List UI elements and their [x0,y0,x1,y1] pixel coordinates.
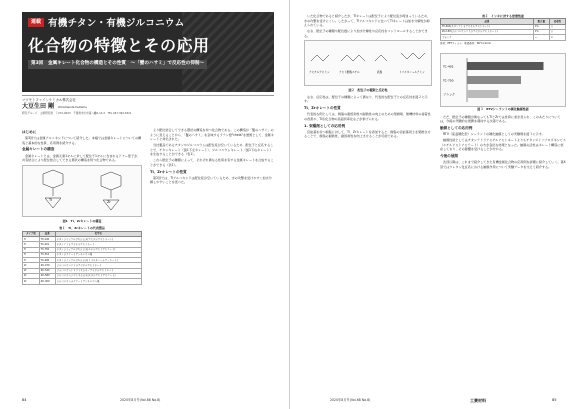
table-row [441,35,566,40]
table-cell: ZC-300 [39,279,55,284]
table-cell: Ti [23,237,40,242]
table-cell: ○ [549,30,565,35]
footer-date-left: 2020年8月号(Vol.68 No.8) [120,398,161,403]
table-cell: TC-100 [39,237,55,242]
table-2-caption: 表２ インキに対する密着性能 [481,14,524,18]
footer-date-right: 2020年8月号(Vol.68 No.8) [330,398,371,403]
author-reading: Omameuda tsutomu [58,104,87,109]
sub-heading: 1. 架橋剤としての応用例 [304,123,346,128]
table-cell: チタンテトラアセチルアセトネート [55,242,141,247]
table-cell: Ti [23,242,40,247]
body-paragraph: 第2回では、Tiアルコキシドは配位座が空いているため、水の攻撃を受けやすく加水分解しやすいことを述べた。 [150,175,272,185]
article-title-line2: 化合物の特徴とその応用 [28,36,210,55]
table-cell: チタンジイソプロポキシビス(アセチルアセトネート) [55,237,141,242]
table-header: 化学名 [55,231,141,236]
table-header: 密着性 [549,19,565,24]
table-cell: Ti [23,258,40,263]
table-cell: チタンジイソプロポキシビス(トリエタノールアミネート) [55,258,141,263]
author-company: マツモトファインケミカル株式会社 [22,98,76,102]
page-number-left: 84 [22,397,27,402]
body-paragraph: より配位結合してできる環状の構造を持つ化合物である。この構造が「蟹のハサミ」のように見えることから、「蟹のハサミ」を意味するラテン語"chela"を語源として、金属キレートと命名された。 [150,128,274,142]
right-column-1 [304,14,432,386]
table-cell: Zr [23,274,40,279]
figure-2-caption: 図２ 配位子の種類と反応性 [348,88,388,93]
table-cell: TC-400 [39,258,55,263]
rtv-catalyst-chart [441,54,565,106]
article-title-line1: 有機チタン・有機ジルコニウム [48,18,185,29]
table-cell: ZC-540 [39,268,55,273]
ligand-diagram [305,41,431,85]
chart-bar-label: TC-401 [443,64,454,69]
intro-paragraph: 第3回では金属アルコキシドについて紹介した。本稿では金属キレートについての構造と基本的な性質、応用例を紹介する。 [22,136,142,145]
table-cell: Zr [23,268,40,273]
author-block [22,95,274,125]
table-cell: Ti [23,247,40,252]
intro-heading: はじめに [22,130,37,134]
body-paragraph: 官能基を持つ樹脂に対して、Ti、Zrキレートを添加すると、樹脂の官能基同士を架橋させることで、樹脂の耐熱性、耐溶剤性を向上させることが可能である。 [304,129,431,139]
right-column-2 [440,14,566,386]
chart-bar [467,76,521,84]
body-paragraph: 次回以降は、これまで紹介してきた有機金属化合物の応用例を詳細に紹介していく。第4回ではウレタン化反応における触媒作用について実験データを交えて紹介する。 [440,160,566,169]
section-heading: 触媒としての応用例 [440,125,473,130]
section-heading: Ti、Zrキレートの性質 [150,169,187,174]
journal-name: 工業材料 [470,398,486,404]
table-header: 品番 [39,231,55,236]
author-address: 研究グループ 主幹研究員 〒272-0023 千葉県市川市南八幡5-13-2 TEL 047-393-6321 [22,111,132,115]
table-cell: TC-401 [39,242,55,247]
figure-3-caption: 図３ RTVシーラントの硬化触媒性能 [477,107,529,112]
chelate-structure-diagram [23,166,141,216]
table-cell: ジルコニウムトリブトキシモノアセチルアセトネート [55,268,141,273]
ligand-label: アセチルアセトン [309,71,330,75]
figure-1 [22,165,142,217]
body-paragraph: 代表的な例としては、樹脂の耐溶剤性や耐熱性の向上のための架橋剤、無機材料の接着性の改善や、Ti系化合物の高屈折率化などが挙げられる。 [304,112,431,121]
article-subtitle: 第3回 金属キレート化合物の構造とその性質 ～「蟹のハサミ」で反応性の抑制～ [28,60,207,69]
body-paragraph: なお、反応性は、配位子の種類によって異なり、代表的な配位子との反応性を図２に示す。 [304,94,428,104]
table-cell: TC-750 [39,247,55,252]
chart-bar-label: TC-750 [443,78,454,83]
table-header: タイプ別 [23,231,40,236]
body-paragraph: いた化合物であると紹介したが、Tiキレートは配位子により配位座が埋まっているため、水の攻撃を受けにくい。したがって、Tiアルコキシドに比べてTiキレートは加水分解性が抑えられている。 [304,14,431,28]
chart-bar [467,62,544,70]
section-heading: 金属キレートの構造 [22,147,55,152]
body-paragraph: 当社製品であるチタンやジルコニウムは配位座が空いているため、配位子と反応することで、チタンキレート（図1下左キレート）、ジルコニウムキレート（図1下右キレート）を生成することができる（表1）。 [150,143,274,157]
table-cell: ブランク [441,35,534,40]
table-cell: ジルコニウムテトラアセチルアセトネート [55,263,141,268]
svg-text:Zr: Zr [107,199,111,204]
table-cell: TC-310 [39,252,55,257]
table-cell: TC-401(チタンテトラアセチルアセトネート) [441,24,534,29]
body-paragraph: これら配位子の種類によって、それぞれ異なる性質を有する金属キレートを合成することができる（表1）。 [150,158,274,167]
figure-2 [304,40,432,86]
right-page [290,0,580,409]
section-paragraph: 金属キレートとは、金属元素1モルに対して配位子1モルに含まれるドナー原子が、共有結合により配位結合してできる環状の構造を特つ化合物である。 [22,153,141,163]
figure-1-caption: 図1 Ti、Zrキレートの構造 [62,218,102,223]
section-heading: Ti、Zrキレートの性質 [304,106,341,111]
table-row [23,279,142,284]
left-column-1 [22,128,142,383]
chart-bar [467,90,499,98]
table-header: 配合量 [533,19,549,24]
table-cell: 1% [533,30,549,35]
body-paragraph: なお、配位子の種類や配位数により加水分解性や反応性をコントロールすることができる。 [304,29,428,38]
figure-3 [440,53,566,107]
table-2-note: 基材：PETフィルム 乾燥条件：80℃×1min [440,41,492,45]
table-1 [22,231,142,285]
table-cell: × [549,35,565,40]
body-paragraph: 触媒性能としてはチタンテトラアセチルアセトネートよりもチタンジイソプロポキシビス（エチルアセトアセテート）の方が良好な結果となった。触媒の活性はキレート構造に依存しており、その影響を受けることが分かる。 [440,137,566,152]
table-2 [440,18,566,40]
table-cell: チタンジイソプロポキシビス(エチルアセトアセテート) [55,247,141,252]
table-cell: ジルコニウムジブトキシビス(エチルアセトアセテート) [55,274,141,279]
left-column-2 [150,128,274,383]
table-header: 品番 [441,19,534,24]
table-1-caption: 表１ Ti、Zrキレートの代表製品 [59,226,105,231]
ligand-label: 乳酸 [377,71,383,75]
table-cell: 1% [533,24,549,29]
table-cell: ZC-580 [39,274,55,279]
table-cell: Zr [23,279,40,284]
table-cell: Ti [23,252,40,257]
ligand-label: トリエタノールアミン [399,71,425,75]
table-cell: ○ [549,24,565,29]
table-cell: ジルコニウムラクテートアンモニウム塩 [55,279,141,284]
body-paragraph: RTV（室温硬化型）シーラントの硬化触媒としての実験例を図３に示す。 [443,132,545,137]
table-cell: Zr [23,263,40,268]
table-cell: チタンラクテートアンモニウム塩 [55,252,141,257]
ligand-label: アセト酢酸エチル [339,71,360,75]
table-cell: ZC-150(ジルコニウムテトラアセチルアセトネート) [441,30,534,35]
page-number-right: 85 [552,397,557,402]
sub-heading: 今後の展開 [440,153,458,158]
body-paragraph: ただ、配位子の種類が異なってもTiとZrでは性質に差が見られ、このあたりについては、今後の実験的な展開を期待する次第である。 [440,114,561,124]
table-cell: — [533,35,549,40]
serial-badge: 連載 [28,18,44,27]
article-banner [22,12,274,92]
author-name: 大豆生田 剛 [22,102,55,110]
svg-text:Ti: Ti [49,197,53,202]
chart-bar-label: ブランク [443,92,455,97]
table-cell: ZC-150 [39,263,55,268]
